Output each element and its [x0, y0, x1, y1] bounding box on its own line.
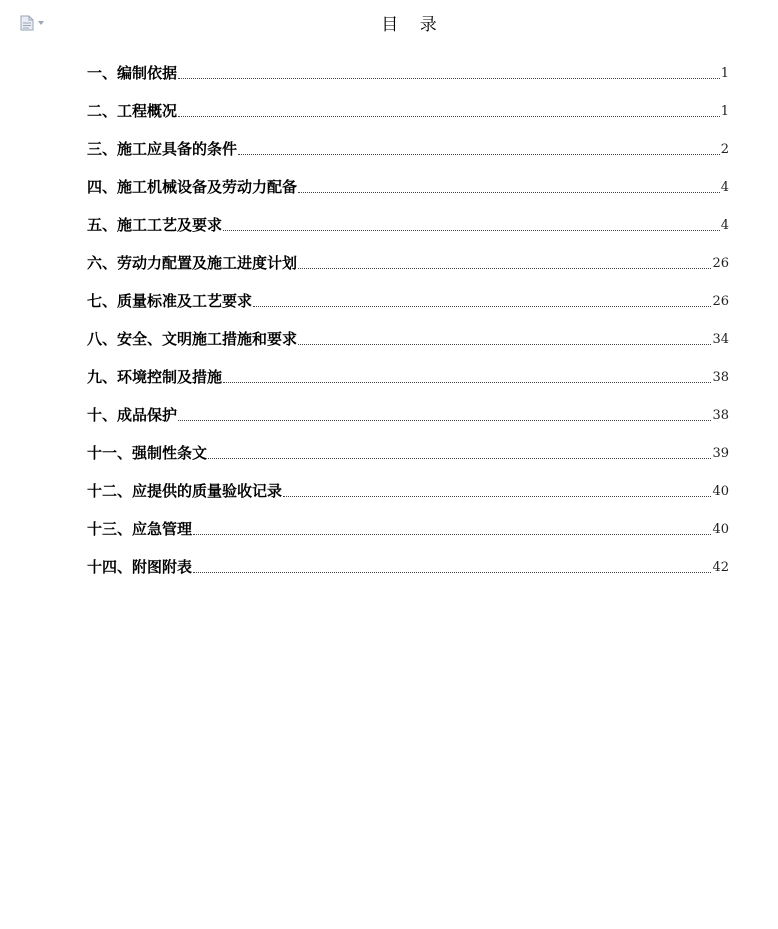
- toc-page-number: 4: [720, 218, 729, 233]
- toc-entry-label: 二、工程概况: [87, 102, 178, 120]
- toc-page-number: 1: [720, 104, 729, 119]
- toc-entry-label: 三、施工应具备的条件: [87, 140, 238, 158]
- toc-dot-leader: [223, 382, 711, 383]
- toc-page-number: 26: [712, 294, 729, 309]
- toc-page-number: 38: [712, 370, 729, 385]
- toc-dot-leader: [238, 154, 720, 155]
- toc-entry[interactable]: [87, 82, 729, 120]
- toc-page-number: 34: [712, 332, 729, 347]
- toc-entry[interactable]: [87, 386, 729, 424]
- toc-entry[interactable]: [87, 462, 729, 500]
- toc-entry[interactable]: [87, 424, 729, 462]
- toc-entry-label: 八、安全、文明施工措施和要求: [87, 330, 298, 348]
- toc-entry-label: 十二、应提供的质量验收记录: [87, 482, 283, 500]
- toc-page-number: 4: [720, 180, 729, 195]
- toc-entry[interactable]: [87, 120, 729, 158]
- table-of-contents: [87, 44, 729, 576]
- toc-page-number: 26: [712, 256, 729, 271]
- toc-page-number: 39: [712, 446, 729, 461]
- toc-entry[interactable]: [87, 196, 729, 234]
- toc-page-number: 38: [712, 408, 729, 423]
- toc-entry-label: 四、施工机械设备及劳动力配备: [87, 178, 298, 196]
- toc-entry-label: 七、质量标准及工艺要求: [87, 292, 253, 310]
- toc-page-number: 42: [712, 560, 729, 575]
- toc-page-number: 2: [720, 142, 729, 157]
- toc-entry-label: 十、成品保护: [87, 406, 178, 424]
- toc-entry[interactable]: [87, 234, 729, 272]
- page-title: 目 录: [381, 15, 437, 35]
- toc-entry-label: 十三、应急管理: [87, 520, 193, 538]
- toc-entry-label: 六、劳动力配置及施工进度计划: [87, 254, 298, 272]
- toc-entry[interactable]: [87, 310, 729, 348]
- toc-dot-leader: [208, 458, 711, 459]
- toc-dot-leader: [298, 192, 720, 193]
- toc-page-number: 1: [720, 66, 729, 81]
- toc-dot-leader: [223, 230, 720, 231]
- toc-dot-leader: [253, 306, 711, 307]
- toc-dot-leader: [298, 344, 711, 345]
- toc-dot-leader: [178, 420, 711, 421]
- toc-dot-leader: [298, 268, 711, 269]
- toc-dot-leader: [178, 78, 720, 79]
- toc-dot-leader: [193, 534, 711, 535]
- toc-entry-label: 五、施工工艺及要求: [87, 216, 223, 234]
- toc-entry-label: 九、环境控制及措施: [87, 368, 223, 386]
- toc-entry-label: 十四、附图附表: [87, 558, 193, 576]
- toc-entry[interactable]: [87, 538, 729, 576]
- toc-entry[interactable]: [87, 158, 729, 196]
- toc-dot-leader: [178, 116, 720, 117]
- toc-entry[interactable]: [87, 272, 729, 310]
- toc-entry[interactable]: [87, 500, 729, 538]
- toc-page-number: 40: [712, 484, 729, 499]
- toc-entry-label: 十一、强制性条文: [87, 444, 208, 462]
- toc-entry-label: 一、编制依据: [87, 64, 178, 82]
- toc-dot-leader: [283, 496, 711, 497]
- toc-page-number: 40: [712, 522, 729, 537]
- toc-entry[interactable]: [87, 44, 729, 82]
- toc-entry[interactable]: [87, 348, 729, 386]
- toc-dot-leader: [193, 572, 711, 573]
